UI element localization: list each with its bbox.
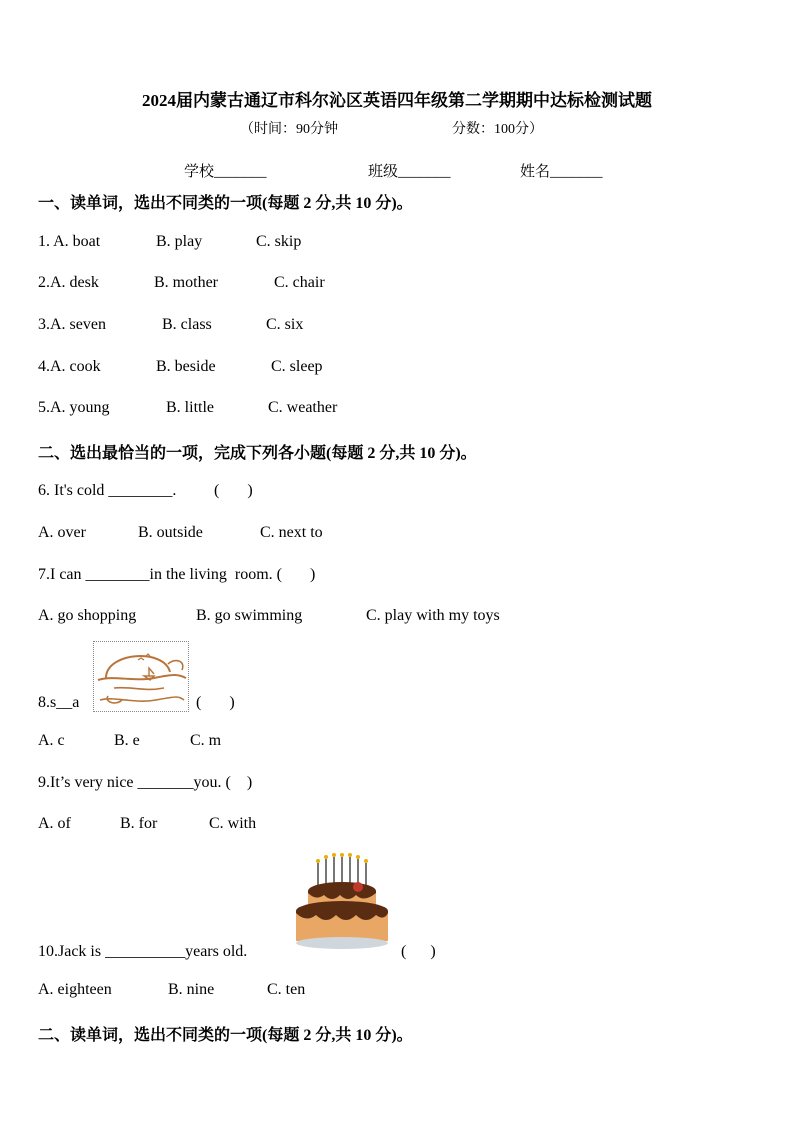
q4-option-c: C. sleep [271, 358, 323, 375]
q2-option-a: 2.A. desk [38, 274, 99, 291]
section-2-heading: 二、选出最恰当的一项，完成下列各小题(每题 2 分,共 10 分)。 [38, 445, 477, 462]
birthday-cake-picture [292, 853, 392, 951]
q10-answer-paren: ( ) [401, 943, 436, 960]
q10-option-a: A. eighteen [38, 981, 112, 998]
q1-option-a: 1. A. boat [38, 233, 101, 250]
q8-option-b: B. e [114, 732, 140, 749]
q1-option-b: B. play [156, 233, 203, 250]
q8-stem: 8.s__a [38, 694, 80, 711]
q6-option-b: B. outside [138, 524, 203, 541]
q6-answer-paren: ( ) [214, 482, 253, 499]
name-field: 姓名_______ [520, 164, 603, 180]
q9-stem: 9.It’s very nice _______you. ( ) [38, 774, 253, 791]
q10-option-b: B. nine [168, 981, 215, 998]
q2-option-b: B. mother [154, 274, 218, 291]
exam-time: （时间：90分钟 [240, 122, 338, 137]
q9-option-a: A. of [38, 815, 71, 832]
class-field: 班级_______ [368, 164, 451, 180]
q3-option-a: 3.A. seven [38, 316, 106, 333]
q3-option-c: C. six [266, 316, 304, 333]
q8-answer-paren: ( ) [196, 694, 235, 711]
q6-option-c: C. next to [260, 524, 323, 541]
q4-option-b: B. beside [156, 358, 216, 375]
exam-score: 分数：100分） [452, 122, 543, 137]
sea-sunset-picture [93, 641, 189, 712]
q8-option-a: A. c [38, 732, 65, 749]
page-title: 2024届内蒙古通辽市科尔沁区英语四年级第二学期期中达标检测试题 [142, 91, 652, 110]
q10-option-c: C. ten [267, 981, 306, 998]
q5-option-b: B. little [166, 399, 214, 416]
section-3-heading: 二、读单词，选出不同类的一项(每题 2 分,共 10 分)。 [38, 1027, 413, 1044]
q8-option-c: C. m [190, 732, 222, 749]
q10-stem: 10.Jack is __________years old. [38, 943, 248, 960]
q1-option-c: C. skip [256, 233, 302, 250]
q7-option-c: C. play with my toys [366, 607, 500, 624]
q5-option-a: 5.A. young [38, 399, 110, 416]
q7-option-b: B. go swimming [196, 607, 303, 624]
q9-option-c: C. with [209, 815, 257, 832]
q6-option-a: A. over [38, 524, 86, 541]
school-field: 学校_______ [184, 164, 267, 180]
q6-stem: 6. It's cold ________. [38, 482, 177, 499]
q5-option-c: C. weather [268, 399, 338, 416]
q2-option-c: C. chair [274, 274, 325, 291]
q7-stem: 7.I can ________in the living room. ( ) [38, 566, 316, 583]
q9-option-b: B. for [120, 815, 158, 832]
q4-option-a: 4.A. cook [38, 358, 101, 375]
q7-option-a: A. go shopping [38, 607, 137, 624]
q3-option-b: B. class [162, 316, 212, 333]
section-1-heading: 一、读单词，选出不同类的一项(每题 2 分,共 10 分)。 [38, 195, 413, 212]
